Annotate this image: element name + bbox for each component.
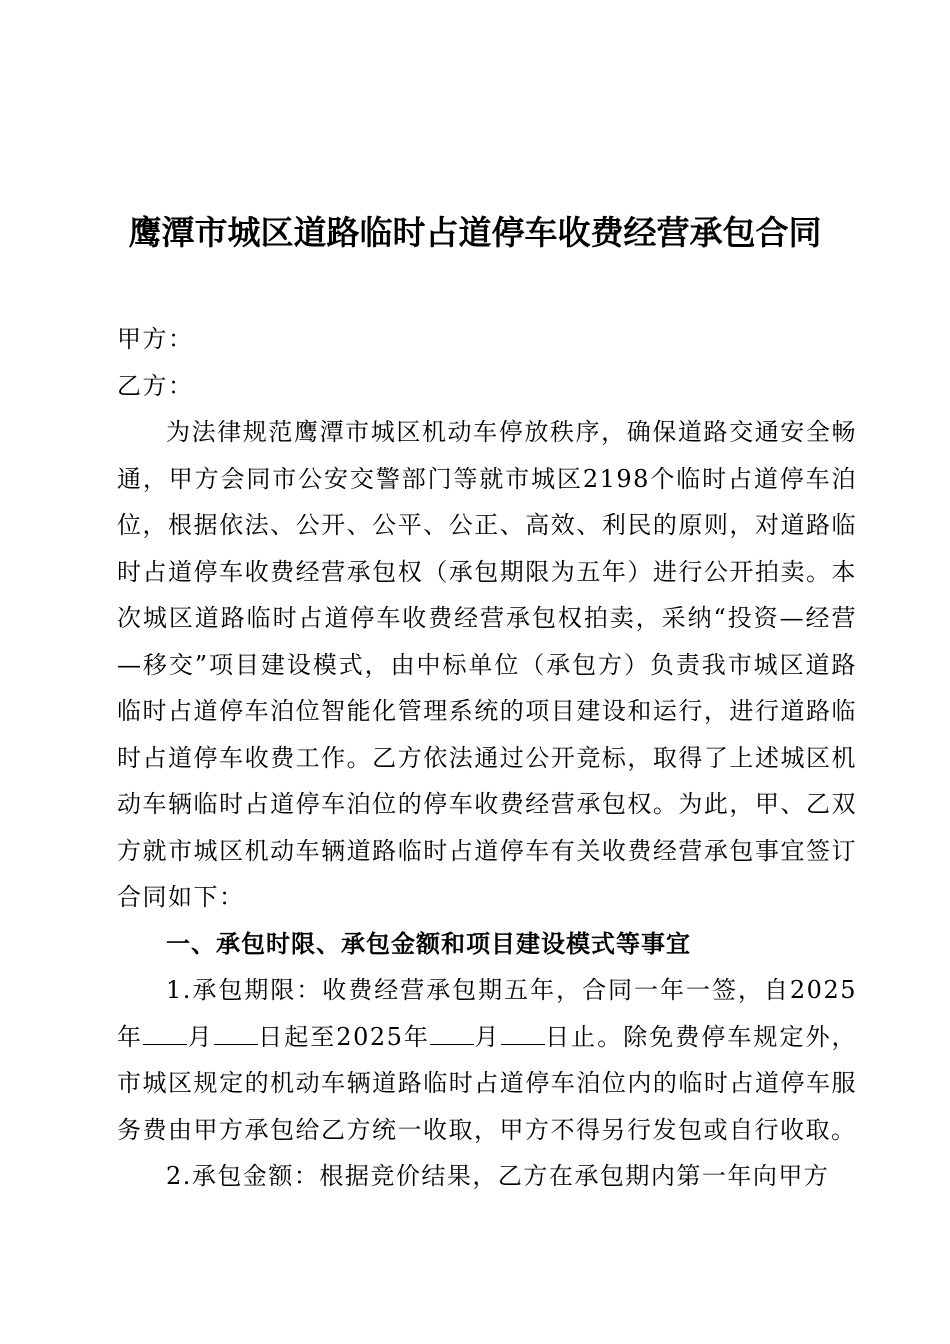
document-title: 鹰潭市城区道路临时占道停车收费经营承包合同 — [128, 213, 822, 252]
party-b-line: 乙方： — [117, 371, 194, 400]
document-body — [117, 316, 857, 1200]
clause-1-day-1: 日起至2025年 — [257, 1022, 430, 1051]
day-blank-1[interactable] — [214, 1024, 258, 1045]
clause-2-paragraph: 2.承包金额：根据竞价结果，乙方在承包期内第一年向甲方 — [166, 1162, 830, 1190]
clause-1-month-1: 月 — [187, 1022, 214, 1051]
clause-1-paragraph — [117, 967, 857, 1153]
clause-1-end: 日止。除免费停车规定外，市城区规定的机动车辆道路临时占道停车泊位内的临时占道停车服务费由甲方承包给乙方统一收取，甲方不得另行发包或自行收取。 — [117, 1022, 858, 1144]
section-heading-1: 一、承包时限、承包金额和项目建设模式等事宜 — [166, 929, 691, 958]
month-blank-1[interactable] — [143, 1024, 187, 1045]
party-a-line: 甲方： — [117, 325, 194, 353]
clause-1-month-2: 月 — [473, 1022, 501, 1051]
day-blank-2[interactable] — [501, 1024, 545, 1045]
month-blank-2[interactable] — [430, 1024, 474, 1045]
intro-paragraph: 为法律规范鹰潭市城区机动车停放秩序，确保道路交通安全畅通，甲方会同市公安交警部门等就市城区2198个临时占道停车泊位，根据依法、公开、公平、公正、高效、利民的原则，对道路临时占道停车收费经营承包权（承包期限为五年）进行公开拍卖。本次城区道路临时占道停车收费经营承包权拍卖，采纳“投资—经营—移交”项目建设模式，由中标单位（承包方）负责我市城区道路临时占道停车泊位智能化管理系统的项目建设和运行，进行道路临时占道停车收费工作。乙方依法通过公开竞标，取得了上述城区机动车辆临时占道停车泊位的停车收费经营承包权。为此，甲、乙双方就市城区机动车辆道路临时占道停车有关收费经营承包事宜签订合同如下： — [117, 418, 857, 911]
clause-1-start: 1.承包期限：收费经营承包期五年，合同一年一签，自2025年 — [117, 976, 857, 1051]
